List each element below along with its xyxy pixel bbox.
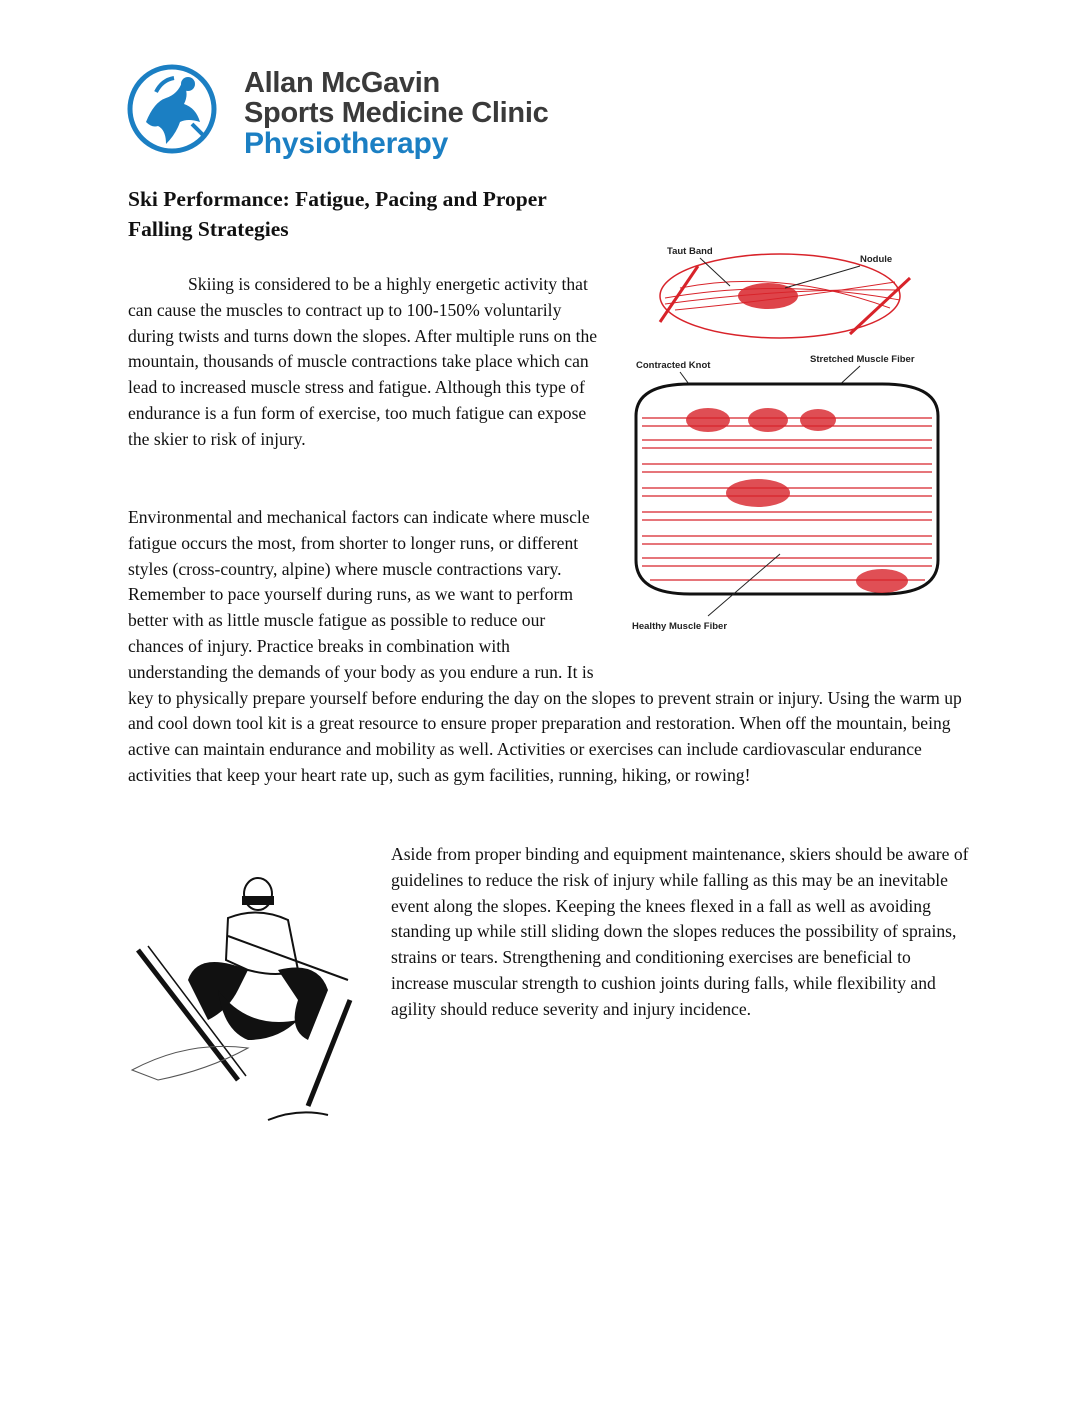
page-title xyxy=(128,184,598,244)
logo-line-2: Sports Medicine Clinic xyxy=(244,97,549,129)
logo-line-3: Physiotherapy xyxy=(244,127,449,160)
label-stretched-fiber: Stretched Muscle Fiber xyxy=(810,354,915,365)
paragraph-falling: Aside from proper binding and equipment maintenance, skiers should be aware of guidelines to reduce the risk of injury while falling as this may be an inevitable event along the slopes. Keeping the knees flexed in a fall as well as avoiding standing up while still sliding down the slopes reduces the possibility of sprains, strains or tears. Strengthening and conditioning exercises are beneficial to increase muscular strength to cushion joints during falls, while flexibility and agility should reduce severity and injury incidence. xyxy=(391,844,969,1019)
taut-band-illustration xyxy=(660,254,910,338)
logo-line-1: Allan McGavin xyxy=(244,67,440,99)
falling-skier-illustration xyxy=(128,870,378,1150)
paragraph-intro: Skiing is considered to be a highly energetic activity that can cause the muscles to contract up to 100-150% voluntarily during twists and turns down the slopes. After multiple runs on the mountain, thousands of muscle contractions take place which can lead to increased muscle stress and fatigue. Although this type of endurance is a fun form of exercise, too much fatigue can expose the skier to risk of injury. xyxy=(128,274,598,449)
clinic-logo xyxy=(126,64,586,160)
paragraph-pacing: Environmental and mechanical factors can indicate where muscle fatigue occurs the most, from shorter to longer runs, or different styles (cross-country, alpine) where muscle contractions vary. Remember to pace yourself during runs, as we want to perform better with as little muscle fatigue as possible to reduce our chances of injury. Practice breaks in combination with understanding the demands of your body as you endure a run. It is key to physically prepare yourself before enduring the day on the slopes to prevent strain or injury. Using the warm up and cool down tool kit is a great resource to ensure proper preparation and restoration. When off the mountain, being active can maintain endurance and mobility as well. Activities or exercises can include cardiovascular endurance activities that keep your heart rate up, such as gym facilities, running, hiking, or rowing! xyxy=(128,507,962,785)
title-line-2: Falling Strategies xyxy=(128,217,289,241)
muscle-cross-section xyxy=(636,384,938,594)
muscle-fiber-diagram xyxy=(620,238,950,638)
label-healthy-fiber: Healthy Muscle Fiber xyxy=(632,621,728,632)
clinic-emblem-icon xyxy=(126,64,218,154)
label-contracted-knot: Contracted Knot xyxy=(636,360,711,371)
title-line-1: Ski Performance: Fatigue, Pacing and Proper xyxy=(128,187,547,211)
label-nodule: Nodule xyxy=(860,254,893,265)
label-taut-band: Taut Band xyxy=(667,246,713,257)
